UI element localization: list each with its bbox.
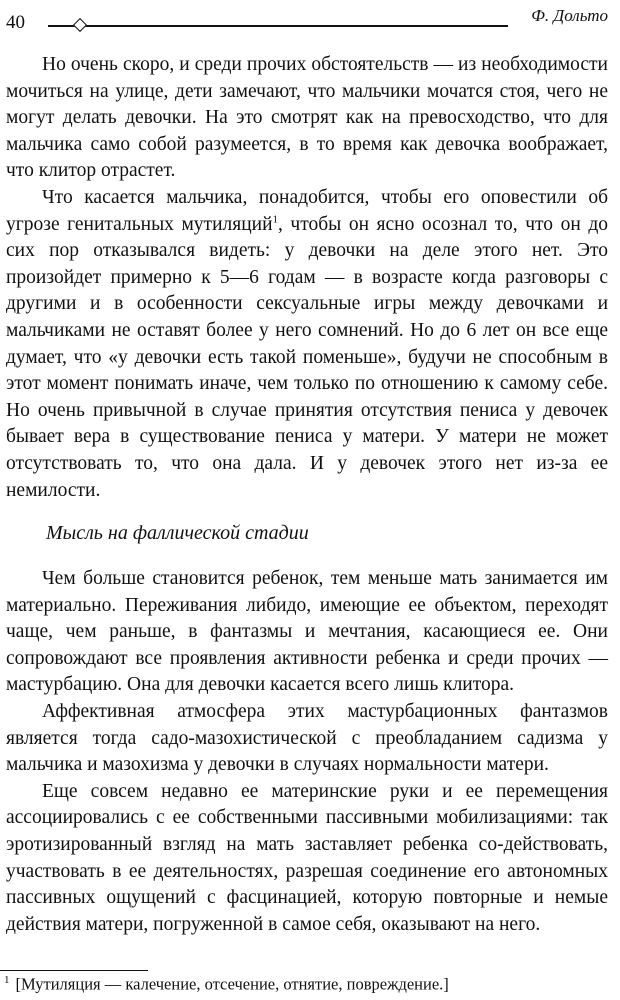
footnote-reference[interactable]: 1 xyxy=(272,213,279,226)
paragraph-text: Что касается мальчика, понадобится, чтобы его оповестили об угрозе генитальных мутиляций xyxy=(6,186,608,235)
footnote-text: [Мутиляция — калечение, отсечение, отнятие, повреждение.] xyxy=(15,974,449,994)
footnote-rule xyxy=(0,970,148,971)
paragraph: Еще совсем недавно ее материнские руки и ее перемещения ассоциировались с ее собственными пассивными мобилизациями: так эротизированный взгляд на мать заставляет ребенка со-действовать, участвовать в ее деятельностях, разрешая соединение его автономных пассивных ощущений с фасцинацией, которую повторные и немые действия матери, погруженной в самое себя, оказывают на него. xyxy=(6,780,608,935)
footnote-mark: 1 xyxy=(4,974,10,986)
page-number: 40 xyxy=(6,12,25,33)
paragraph xyxy=(6,185,608,504)
header-rule xyxy=(48,25,508,27)
section-heading: Мысль на фаллической стадии xyxy=(46,522,309,544)
diamond-ornament-icon xyxy=(73,18,87,32)
section-1-text xyxy=(6,52,608,504)
footnote xyxy=(4,974,449,995)
paragraph: Аффективная атмосфера этих мастурбационных фантазмов является тогда садо-мазохистической с преобладанием садизма у мальчика и мазохизма у девочки в случаях нормальности матери. xyxy=(6,700,608,776)
paragraph: Но очень скоро, и среди прочих обстоятельств — из необходимости мочиться на улице, дети замечают, что мальчики мочатся стоя, чего не могут делать девочки. На это смотрят как на превосходство, что для мальчика само собой разумеется, в то время как девочка воображает, что клитор отрастет. xyxy=(6,54,608,182)
page-header xyxy=(6,6,608,46)
paragraph-text: , чтобы он ясно осознал то, что он до сих пор отказывался видеть: у девочки на деле этого нет. Это произойдет примерно к 5—6 годам — в возрасте когда разговоры с другими и в особенности сексуальные игры между девочками и мальчиками не оставят более у него сомнений. Но до 6 лет он все еще думает, что «у девочки есть такой поменьше», будучи не способным в этот момент понимать иначе, чем только по отношению к самому себе. Но очень привычной в случае принятия отсутствия пениса у девочек бывает вера в существование пениса у матери. У матери не может отсутствовать то, что она дала. И у девочек этого нет из-за ее немилости. xyxy=(6,213,608,501)
running-head-author: Ф. Дольто xyxy=(531,6,608,25)
paragraph: Чем больше становится ребенок, тем меньше мать занимается им материально. Переживания либидо, имеющие ее объектом, переходят чаще, чем раньше, в фантазмы и мечтания, касающиеся ее. Они сопровождают все проявления активности ребенка и среди прочих — мастурбацию. Она для девочки касается всего лишь клитора. xyxy=(6,568,608,696)
section-2-text xyxy=(6,566,608,938)
